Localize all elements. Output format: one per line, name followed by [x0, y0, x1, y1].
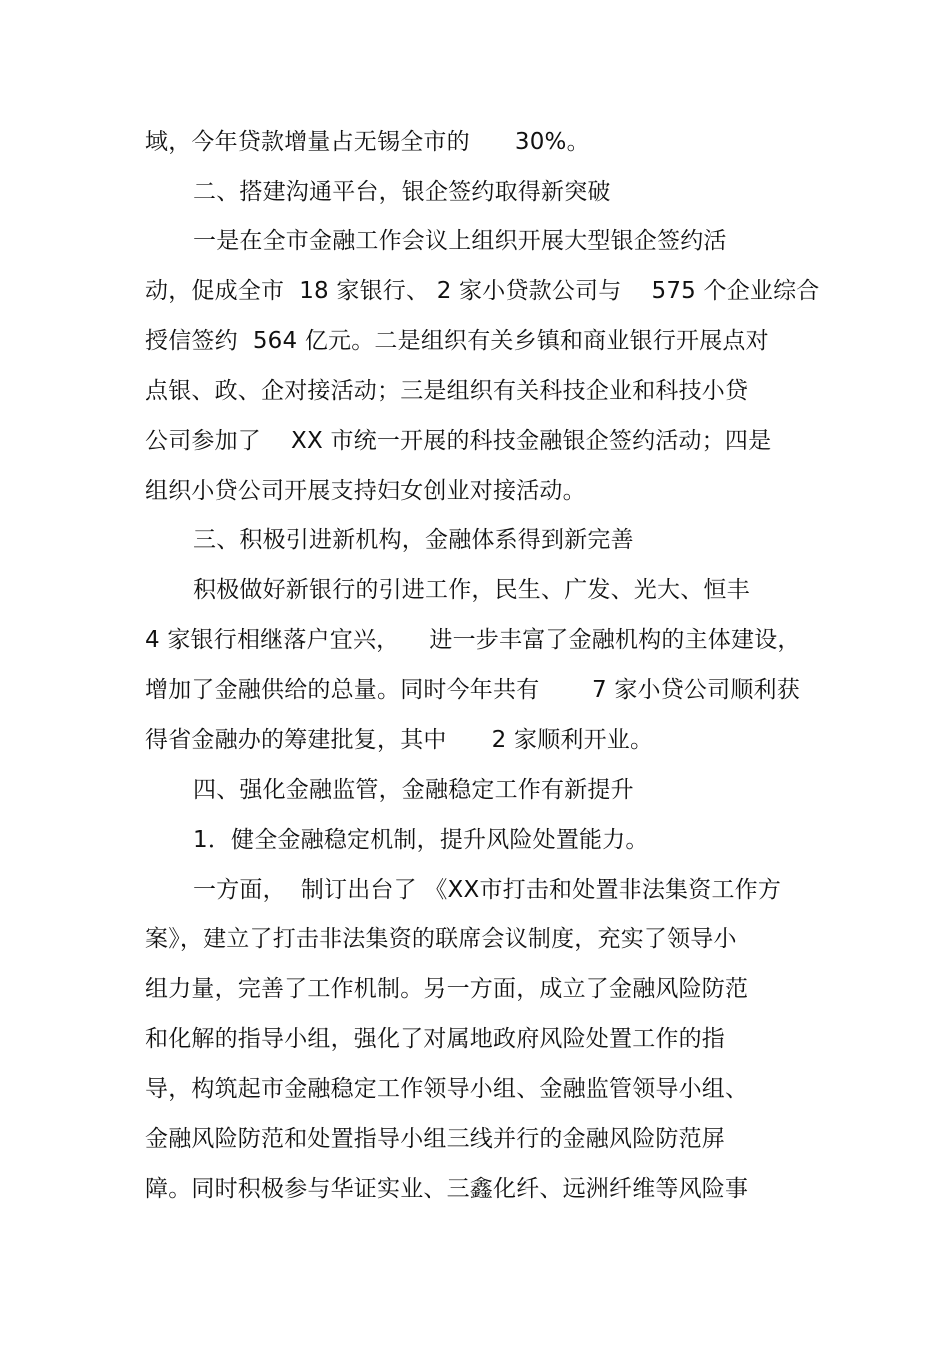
text-line: 得省金融办的筹建批复，其中 2 家顺利开业。 — [145, 727, 654, 753]
text-line: 组力量，完善了工作机制。另一方面，成立了金融风险防范 — [145, 976, 749, 1002]
text-line: 公司参加了 XX 市统一开展的科技金融银企签约活动；四是 — [145, 428, 772, 454]
text-line: 动，促成全市 18 家银行、 2 家小贷款公司与 575 个企业综合 — [145, 278, 820, 304]
text-line: 积极做好新银行的引进工作，民生、广发、光大、恒丰 — [193, 577, 750, 603]
text-line: 导，构筑起市金融稳定工作领导小组、金融监管领导小组、 — [145, 1076, 749, 1102]
text-line: 一是在全市金融工作会议上组织开展大型银企签约活 — [193, 228, 727, 254]
text-line: 域，今年贷款增量占无锡全市的 30%。 — [145, 129, 590, 155]
text-line: 障。同时积极参与华证实业、三鑫化纤、远洲纤维等风险事 — [145, 1176, 749, 1202]
text-line: 组织小贷公司开展支持妇女创业对接活动。 — [145, 478, 586, 504]
section-heading: 二、搭建沟通平台，银企签约取得新突破 — [193, 179, 611, 205]
text-line: 一方面， 制订出台了 《XX市打击和处置非法集资工作方 — [193, 877, 782, 903]
subsection-heading: 1．健全金融稳定机制，提升风险处置能力。 — [193, 827, 649, 853]
section-heading: 三、积极引进新机构，金融体系得到新完善 — [193, 527, 634, 553]
text-line: 和化解的指导小组，强化了对属地政府风险处置工作的指 — [145, 1026, 725, 1052]
text-line: 点银、政、企对接活动；三是组织有关科技企业和科技小贷 — [145, 378, 749, 404]
text-line: 案》，建立了打击非法集资的联席会议制度，充实了领导小 — [145, 926, 737, 952]
text-line: 授信签约 564 亿元。二是组织有关乡镇和商业银行开展点对 — [145, 328, 769, 354]
text-line: 4 家银行相继落户宜兴， 进一步丰富了金融机构的主体建设， — [145, 627, 801, 653]
text-line: 金融风险防范和处置指导小组三线并行的金融风险防范屏 — [145, 1126, 725, 1152]
section-heading: 四、强化金融监管，金融稳定工作有新提升 — [193, 777, 634, 803]
text-line: 增加了金融供给的总量。同时今年共有 7 家小贷公司顺利获 — [145, 677, 800, 703]
